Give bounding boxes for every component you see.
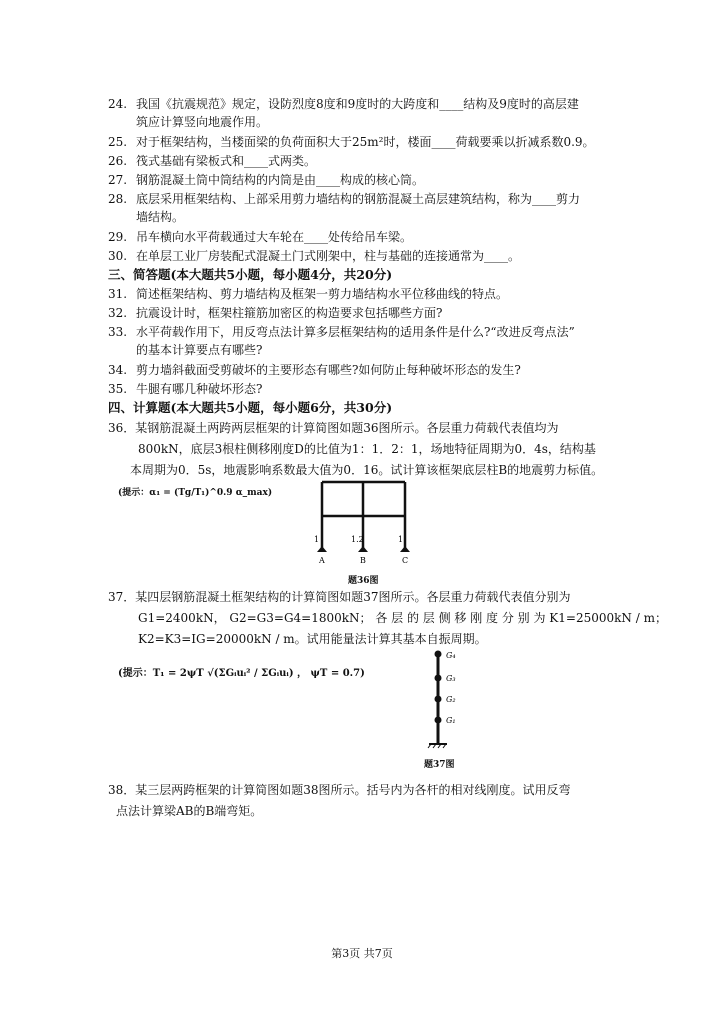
question-30: 30. 在单层工业厂房装配式混凝土门式刚架中，柱与基础的连接通常为____。 [108, 249, 521, 263]
mass-label-g1: G₁ [446, 716, 456, 725]
mass-g2-node [435, 696, 442, 703]
question-24: 24. 我国《抗震规范》规定，设防烈度8度和9度时的大跨度和____结构及9度时的高层建 筑应计算竖向地震作用。 [108, 97, 579, 129]
right-column-ratio: 1 [398, 535, 404, 544]
support-a-icon [317, 546, 327, 552]
question-27: 27. 钢筋混凝土筒中筒结构的内筒是由____构成的核心筒。 [108, 173, 425, 187]
question-38: 38．某三层两跨框架的计算简图如题38图所示。括号内为各杆的相对线刚度。试用反弯 点法计算梁AB的B端弯矩。 [108, 783, 571, 818]
mass-g4-node [435, 651, 442, 658]
support-b-icon [358, 546, 368, 552]
mass-label-g2: G₂ [446, 695, 456, 704]
q37-hint: (提示：T₁ = 2ψT √(ΣGᵢuᵢ² / ΣGᵢuᵢ) ， ψT = 0.7) [118, 668, 365, 679]
question-26: 26. 筏式基础有梁板式和____式两类。 [108, 154, 317, 168]
support-c-icon [400, 546, 410, 552]
figure-37-stick-model [425, 648, 485, 750]
mass-g1-node [435, 717, 442, 724]
question-29: 29. 吊车横向水平荷载通过大车轮在____处传给吊车梁。 [108, 230, 413, 244]
figure-36-frame [300, 472, 430, 570]
question-32: 32. 抗震设计时，框架柱箍筋加密区的构造要求包括哪些方面? [108, 306, 443, 320]
page-number: 第3页 共7页 [331, 947, 393, 960]
support-a-label: A [319, 556, 325, 565]
center-column-ratio: 1.2 [351, 535, 364, 544]
mass-label-g3: G₃ [446, 674, 456, 683]
section-4-title: 四、计算题(本大题共5小题，每小题6分，共30分) [108, 400, 393, 415]
question-31: 31. 简述框架结构、剪力墙结构及框架一剪力墙结构水平位移曲线的特点。 [108, 287, 509, 301]
fixed-supports [317, 546, 410, 552]
question-33: 33. 水平荷载作用下，用反弯点法计算多层框架结构的适用条件是什么?“改进反弯点法” 的基本计算要点有哪些? [108, 325, 575, 357]
question-37: 37．某四层钢筋混凝土框架结构的计算简图如题37图所示。各层重力荷载代表值分别为 G1=2400kN， G2=G3=G4=1800kN； 各 层 的 层 侧 移 刚 度 分 别 为 K1=25000kN / m； K2=K3=IG=20000kN / m。试用能量法计算其基本自振周期。 [108, 590, 667, 646]
question-28: 28. 底层采用框架结构、上部采用剪力墙结构的钢筋混凝土高层建筑结构，称为____剪力 墙结构。 [108, 192, 581, 224]
section-3-title: 三、简答题(本大题共5小题，每小题4分，共20分) [108, 267, 393, 282]
q36-hint: (提示：α₁ = (Tg/T₁)^0.9 α_max) [118, 488, 273, 498]
mass-label-g4: G₄ [446, 651, 456, 660]
question-36: 36．某钢筋混凝土两跨两层框架的计算简图如题36图所示。各层重力荷载代表值均为 800kN，底层3根柱侧移刚度D的比值为1：1．2：1，场地特征周期为0．4s，结构基 本周期为0．5s，地震影响系数最大值为0．16。试计算该框架底层柱B的地震剪力标值。 [108, 421, 604, 477]
figure-37-caption: 题37图 [424, 760, 455, 770]
question-34: 34. 剪力墙斜截面受剪破坏的主要形态有哪些?如何防止每种破坏形态的发生? [108, 363, 521, 377]
support-b-label: B [360, 556, 366, 565]
support-c-label: C [402, 556, 409, 565]
figure-36-caption: 题36图 [348, 576, 379, 586]
left-column-ratio: 1 [314, 535, 320, 544]
mass-g3-node [435, 675, 442, 682]
question-25: 25. 对于框架结构，当楼面梁的负荷面积大于25m²时，楼面____荷载要乘以折减系数0.9。 [108, 135, 595, 149]
question-35: 35. 牛腿有哪几种破坏形态? [108, 382, 263, 396]
